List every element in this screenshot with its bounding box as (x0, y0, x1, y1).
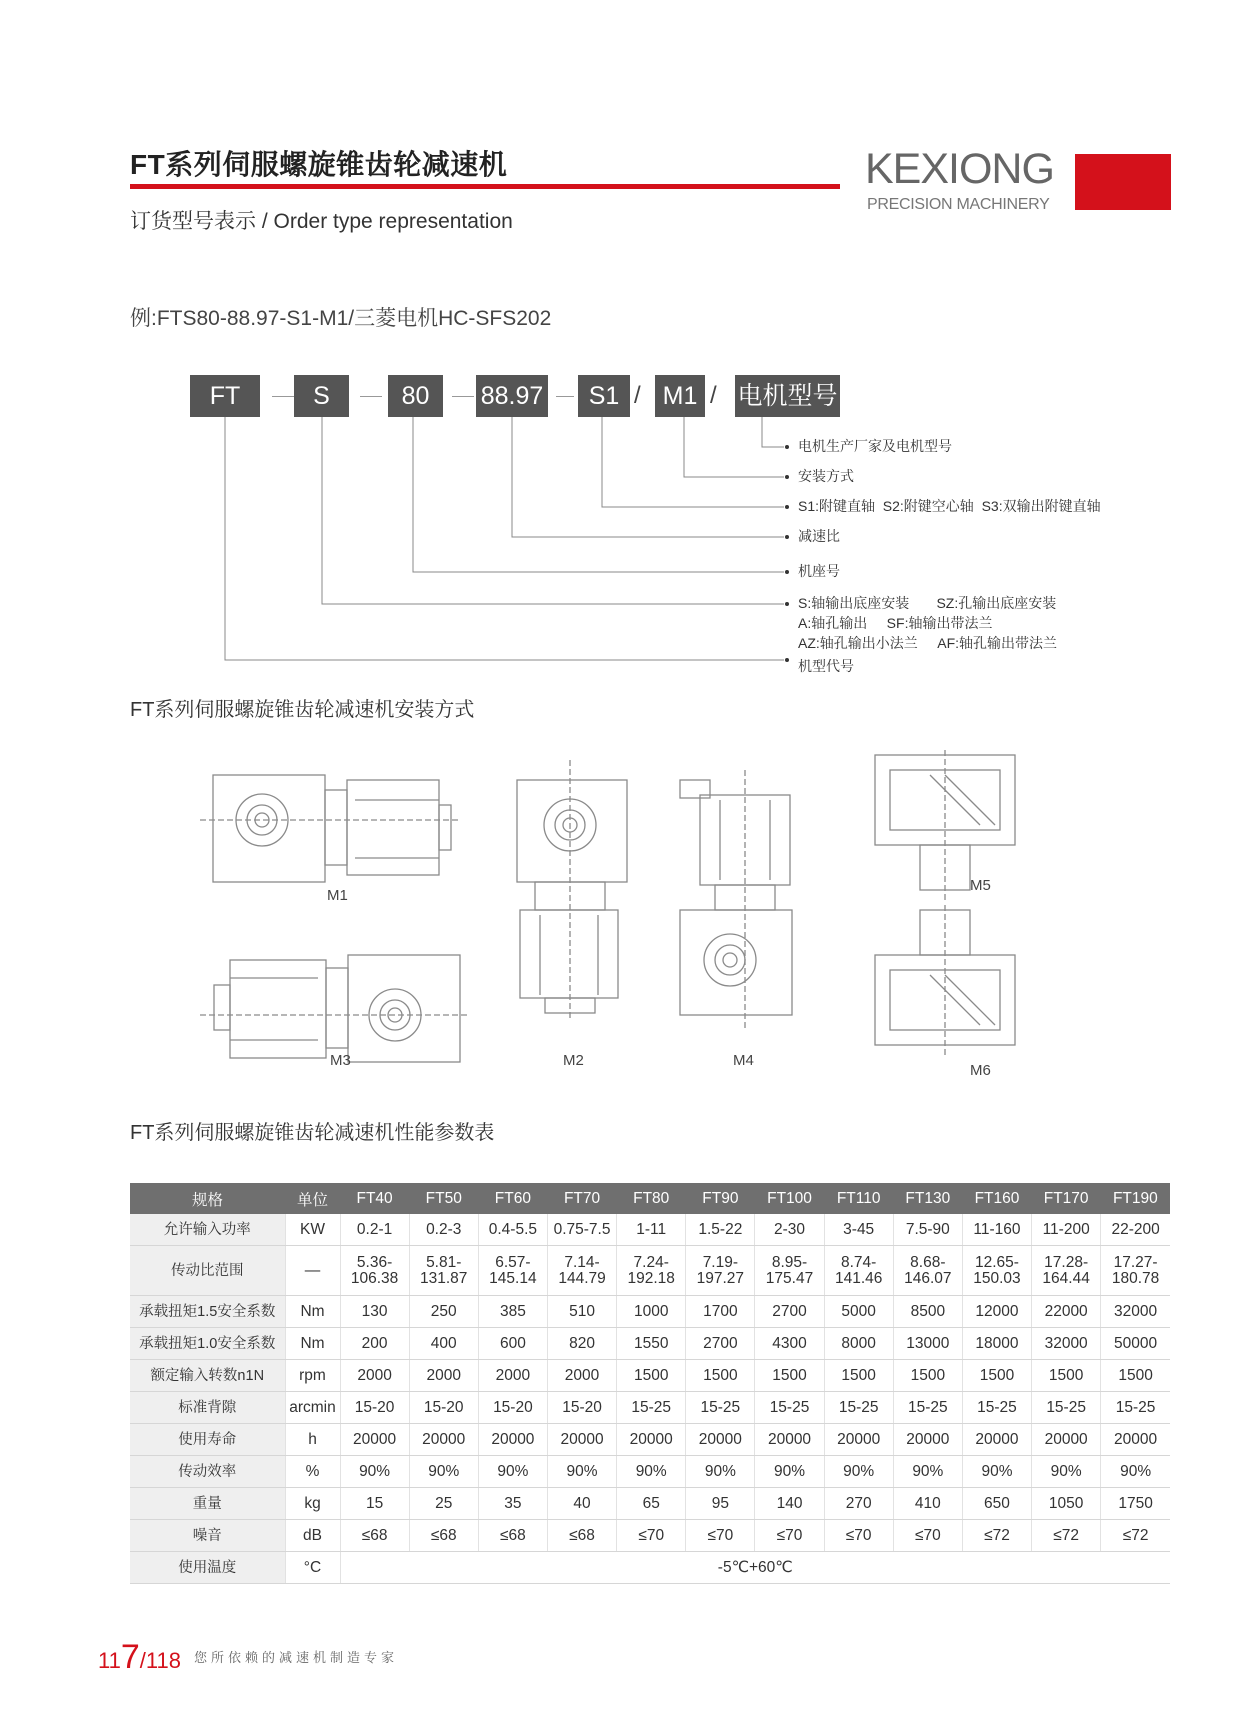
table-header-cell: FT40 (340, 1183, 409, 1214)
table-cell: 20000 (824, 1424, 893, 1456)
code-box-motor: 电机型号 (735, 375, 840, 417)
order-example: 例:FTS80-88.97-S1-M1/三菱电机HC-SFS202 (130, 307, 552, 330)
table-cell: 2000 (478, 1360, 547, 1392)
table-cell: 1500 (893, 1360, 962, 1392)
table-cell: 90% (547, 1456, 616, 1488)
table-row (130, 1328, 1170, 1360)
table-cell: dB (285, 1520, 340, 1552)
table-cell: 90% (755, 1456, 824, 1488)
table-row-name: 重量 (130, 1488, 285, 1520)
table-cell: 15-25 (755, 1392, 824, 1424)
table-cell: 20000 (686, 1424, 755, 1456)
leader-motor (762, 417, 784, 447)
table-row (130, 1214, 1170, 1246)
table-cell: ≤70 (755, 1520, 824, 1552)
table-cell: 8.68- 146.07 (893, 1246, 962, 1296)
table-row (130, 1392, 1170, 1424)
table-cell: 270 (824, 1488, 893, 1520)
table-cell: 7.5-90 (893, 1214, 962, 1246)
table-row-name: 承载扭矩1.5安全系数 (130, 1296, 285, 1328)
mounting-drawings (200, 750, 1080, 1080)
table-header-cell: FT170 (1032, 1183, 1101, 1214)
table-cell: 200 (340, 1328, 409, 1360)
code-box-output: S (294, 375, 349, 417)
table-cell: 17.28- 164.44 (1032, 1246, 1101, 1296)
table-cell: 20000 (755, 1424, 824, 1456)
table-cell: 510 (547, 1296, 616, 1328)
table-row-name: 使用寿命 (130, 1424, 285, 1456)
leader-output (322, 417, 784, 604)
callout-ratio: 减速比 (798, 528, 840, 544)
table-cell: 400 (409, 1328, 478, 1360)
table-header-cell: FT50 (409, 1183, 478, 1214)
table-header-cell: FT70 (547, 1183, 616, 1214)
code-box-shaft: S1 (578, 375, 630, 417)
table-cell: ≤70 (824, 1520, 893, 1552)
table-cell: 2000 (547, 1360, 616, 1392)
table-header-cell: FT60 (478, 1183, 547, 1214)
label-m4: M4 (733, 1052, 754, 1069)
table-cell: 15-25 (1032, 1392, 1101, 1424)
callout-output-1: S:轴输出底座安装 SZ:孔输出底座安装 (798, 595, 1057, 611)
table-cell: 90% (686, 1456, 755, 1488)
table-cell: 4300 (755, 1328, 824, 1360)
callout-model: 机型代号 (798, 658, 854, 674)
table-cell: 20000 (409, 1424, 478, 1456)
brand-subtitle: PRECISION MACHINERY (867, 196, 1050, 213)
table-cell: 1.5-22 (686, 1214, 755, 1246)
table-cell: 0.4-5.5 (478, 1214, 547, 1246)
code-slash: / (710, 382, 717, 409)
table-cell: 95 (686, 1488, 755, 1520)
performance-table (130, 1183, 1170, 1584)
table-row-name: 承载扭矩1.0安全系数 (130, 1328, 285, 1360)
table-header-cell: FT100 (755, 1183, 824, 1214)
table-cell: 11-200 (1032, 1214, 1101, 1246)
label-m6: M6 (970, 1062, 991, 1079)
table-cell: 32000 (1101, 1296, 1170, 1328)
table-cell: ≤68 (478, 1520, 547, 1552)
table-cell: 250 (409, 1296, 478, 1328)
table-row-name: 允许输入功率 (130, 1214, 285, 1246)
callout-output-2: A:轴孔输出 SF:轴输出带法兰 (798, 615, 993, 631)
table-cell: 1500 (962, 1360, 1031, 1392)
table-cell: °C (285, 1552, 340, 1584)
leader-frame (413, 417, 784, 572)
table-cell: ≤70 (686, 1520, 755, 1552)
table-cell: 22-200 (1101, 1214, 1170, 1246)
table-cell: rpm (285, 1360, 340, 1392)
table-header-cell: FT80 (617, 1183, 686, 1214)
table-cell: 5.36- 106.38 (340, 1246, 409, 1296)
table-cell: 2000 (409, 1360, 478, 1392)
table-cell: 15-25 (893, 1392, 962, 1424)
table-cell: 90% (1101, 1456, 1170, 1488)
table-cell: 1500 (686, 1360, 755, 1392)
table-cell: 1000 (617, 1296, 686, 1328)
table-row-name: 噪音 (130, 1520, 285, 1552)
table-cell: 90% (1032, 1456, 1101, 1488)
table-cell: 0.2-3 (409, 1214, 478, 1246)
table-cell: 5000 (824, 1296, 893, 1328)
drawing-m3 (200, 955, 470, 1062)
table-cell: Nm (285, 1328, 340, 1360)
table-row (130, 1424, 1170, 1456)
table-cell: 90% (478, 1456, 547, 1488)
table-header-cell: FT130 (893, 1183, 962, 1214)
table-cell: 8000 (824, 1328, 893, 1360)
callout-shaft: S1:附键直轴 S2:附键空心轴 S3:双输出附键直轴 (798, 498, 1101, 514)
table-cell: arcmin (285, 1392, 340, 1424)
callout-motor: 电机生产厂家及电机型号 (798, 438, 952, 454)
table-cell: 50000 (1101, 1328, 1170, 1360)
table-cell: 20000 (617, 1424, 686, 1456)
table-cell: 20000 (478, 1424, 547, 1456)
table-row-temperature (130, 1552, 1170, 1584)
table-cell: 12000 (962, 1296, 1031, 1328)
brand-name: KEXIONG (865, 145, 1054, 193)
table-header-cell: FT90 (686, 1183, 755, 1214)
code-box-mounting: M1 (655, 375, 705, 417)
table-cell: 20000 (962, 1424, 1031, 1456)
table-cell: 5.81- 131.87 (409, 1246, 478, 1296)
table-row (130, 1246, 1170, 1296)
table-cell: 600 (478, 1328, 547, 1360)
callout-frame: 机座号 (798, 563, 840, 579)
table-row (130, 1488, 1170, 1520)
table-cell: 18000 (962, 1328, 1031, 1360)
table-cell: 410 (893, 1488, 962, 1520)
table-cell: 1500 (617, 1360, 686, 1392)
table-cell: 90% (962, 1456, 1031, 1488)
label-m3: M3 (330, 1052, 351, 1069)
table-cell: 1500 (824, 1360, 893, 1392)
table-row (130, 1520, 1170, 1552)
table-cell: 3-45 (824, 1214, 893, 1246)
table-cell: 15-20 (547, 1392, 616, 1424)
table-cell: 32000 (1032, 1328, 1101, 1360)
table-cell: ≤70 (617, 1520, 686, 1552)
table-cell: 650 (962, 1488, 1031, 1520)
table-cell: 20000 (340, 1424, 409, 1456)
table-cell: 20000 (1101, 1424, 1170, 1456)
page-title: FT系列伺服螺旋锥齿轮减速机 (130, 149, 508, 180)
table-cell: 130 (340, 1296, 409, 1328)
table-row-name: 标准背隙 (130, 1392, 285, 1424)
table-cell: 25 (409, 1488, 478, 1520)
table-header-cell: FT160 (962, 1183, 1031, 1214)
table-cell: 90% (409, 1456, 478, 1488)
label-m1: M1 (327, 887, 348, 904)
table-cell: 140 (755, 1488, 824, 1520)
table-cell: 40 (547, 1488, 616, 1520)
table-cell: 7.14- 144.79 (547, 1246, 616, 1296)
table-header-row (130, 1183, 1170, 1214)
label-m2: M2 (563, 1052, 584, 1069)
drawing-m5 (875, 750, 1015, 900)
table-row (130, 1456, 1170, 1488)
table-cell: 17.27- 180.78 (1101, 1246, 1170, 1296)
table-cell: 1-11 (617, 1214, 686, 1246)
table-cell: 20000 (893, 1424, 962, 1456)
table-cell: 1750 (1101, 1488, 1170, 1520)
table-row-name: 使用温度 (130, 1552, 285, 1584)
table-cell: 90% (824, 1456, 893, 1488)
code-box-model: FT (190, 375, 260, 417)
table-cell: 22000 (1032, 1296, 1101, 1328)
table-cell: ≤72 (962, 1520, 1031, 1552)
table-cell: 15-25 (824, 1392, 893, 1424)
table-cell: 7.24- 192.18 (617, 1246, 686, 1296)
table-cell: 12.65- 150.03 (962, 1246, 1031, 1296)
table-cell: 20000 (547, 1424, 616, 1456)
table-cell: 8500 (893, 1296, 962, 1328)
code-slash: / (634, 382, 641, 409)
table-cell: 11-160 (962, 1214, 1031, 1246)
table-cell: 8.95- 175.47 (755, 1246, 824, 1296)
table-cell: 1550 (617, 1328, 686, 1360)
table-cell: 6.57- 145.14 (478, 1246, 547, 1296)
table-cell: 15-20 (478, 1392, 547, 1424)
page-subtitle: 订货型号表示 / Order type representation (130, 210, 513, 233)
drawing-m1 (200, 775, 460, 882)
table-cell: 90% (617, 1456, 686, 1488)
table-cell: ≤70 (893, 1520, 962, 1552)
table-title: FT系列伺服螺旋锥齿轮减速机性能参数表 (130, 1122, 495, 1144)
table-header-cell: FT190 (1101, 1183, 1170, 1214)
drawing-m2 (517, 760, 627, 1020)
table-cell: 8.74- 141.46 (824, 1246, 893, 1296)
drawing-m4 (680, 770, 792, 1030)
table-cell: 2-30 (755, 1214, 824, 1246)
table-row-name: 传动比范围 (130, 1246, 285, 1296)
table-row (130, 1296, 1170, 1328)
table-cell: % (285, 1456, 340, 1488)
table-cell: 13000 (893, 1328, 962, 1360)
table-cell: 90% (893, 1456, 962, 1488)
table-cell: 0.75-7.5 (547, 1214, 616, 1246)
table-cell: — (285, 1246, 340, 1296)
mounting-section-title: FT系列伺服螺旋锥齿轮减速机安装方式 (130, 699, 475, 721)
code-box-frame: 80 (388, 375, 443, 417)
table-cell: 15-25 (617, 1392, 686, 1424)
table-cell-span: -5℃+60℃ (340, 1552, 1170, 1584)
table-cell: Nm (285, 1296, 340, 1328)
table-cell: 2700 (755, 1296, 824, 1328)
footer-slogan: 您所依赖的减速机制造专家 (194, 1650, 399, 1665)
table-cell: 2000 (340, 1360, 409, 1392)
table-cell: KW (285, 1214, 340, 1246)
leader-shaft (602, 417, 784, 507)
table-cell: 7.19- 197.27 (686, 1246, 755, 1296)
callout-mounting: 安装方式 (798, 468, 854, 484)
table-header-cell: FT110 (824, 1183, 893, 1214)
callout-output-3: AZ:轴孔输出小法兰 AF:轴孔输出带法兰 (798, 635, 1058, 651)
table-cell: ≤68 (409, 1520, 478, 1552)
table-cell: 1500 (1101, 1360, 1170, 1392)
drawing-m6 (875, 905, 1015, 1055)
table-cell: 35 (478, 1488, 547, 1520)
label-m5: M5 (970, 877, 991, 894)
table-row-name: 传动效率 (130, 1456, 285, 1488)
table-cell: 15 (340, 1488, 409, 1520)
table-cell: 15-20 (409, 1392, 478, 1424)
table-cell: 820 (547, 1328, 616, 1360)
code-box-ratio: 88.97 (476, 375, 548, 417)
table-cell: kg (285, 1488, 340, 1520)
page-number: 117/118 (98, 1638, 181, 1676)
table-cell: ≤72 (1101, 1520, 1170, 1552)
table-cell: 90% (340, 1456, 409, 1488)
table-cell: 15-20 (340, 1392, 409, 1424)
table-header-cell: 规格 (130, 1183, 285, 1214)
table-cell: 15-25 (962, 1392, 1031, 1424)
table-cell: 15-25 (686, 1392, 755, 1424)
table-cell: h (285, 1424, 340, 1456)
table-header-cell: 单位 (285, 1183, 340, 1214)
leader-model (225, 417, 784, 660)
table-cell: ≤72 (1032, 1520, 1101, 1552)
table-row (130, 1360, 1170, 1392)
table-cell: 15-25 (1101, 1392, 1170, 1424)
table-cell: 65 (617, 1488, 686, 1520)
table-cell: 1500 (755, 1360, 824, 1392)
table-cell: ≤68 (547, 1520, 616, 1552)
table-cell: 385 (478, 1296, 547, 1328)
table-cell: 0.2-1 (340, 1214, 409, 1246)
table-cell: 20000 (1032, 1424, 1101, 1456)
table-row-name: 额定输入转数n1N (130, 1360, 285, 1392)
table-cell: 2700 (686, 1328, 755, 1360)
table-cell: ≤68 (340, 1520, 409, 1552)
table-cell: 1050 (1032, 1488, 1101, 1520)
table-cell: 1500 (1032, 1360, 1101, 1392)
table-cell: 1700 (686, 1296, 755, 1328)
